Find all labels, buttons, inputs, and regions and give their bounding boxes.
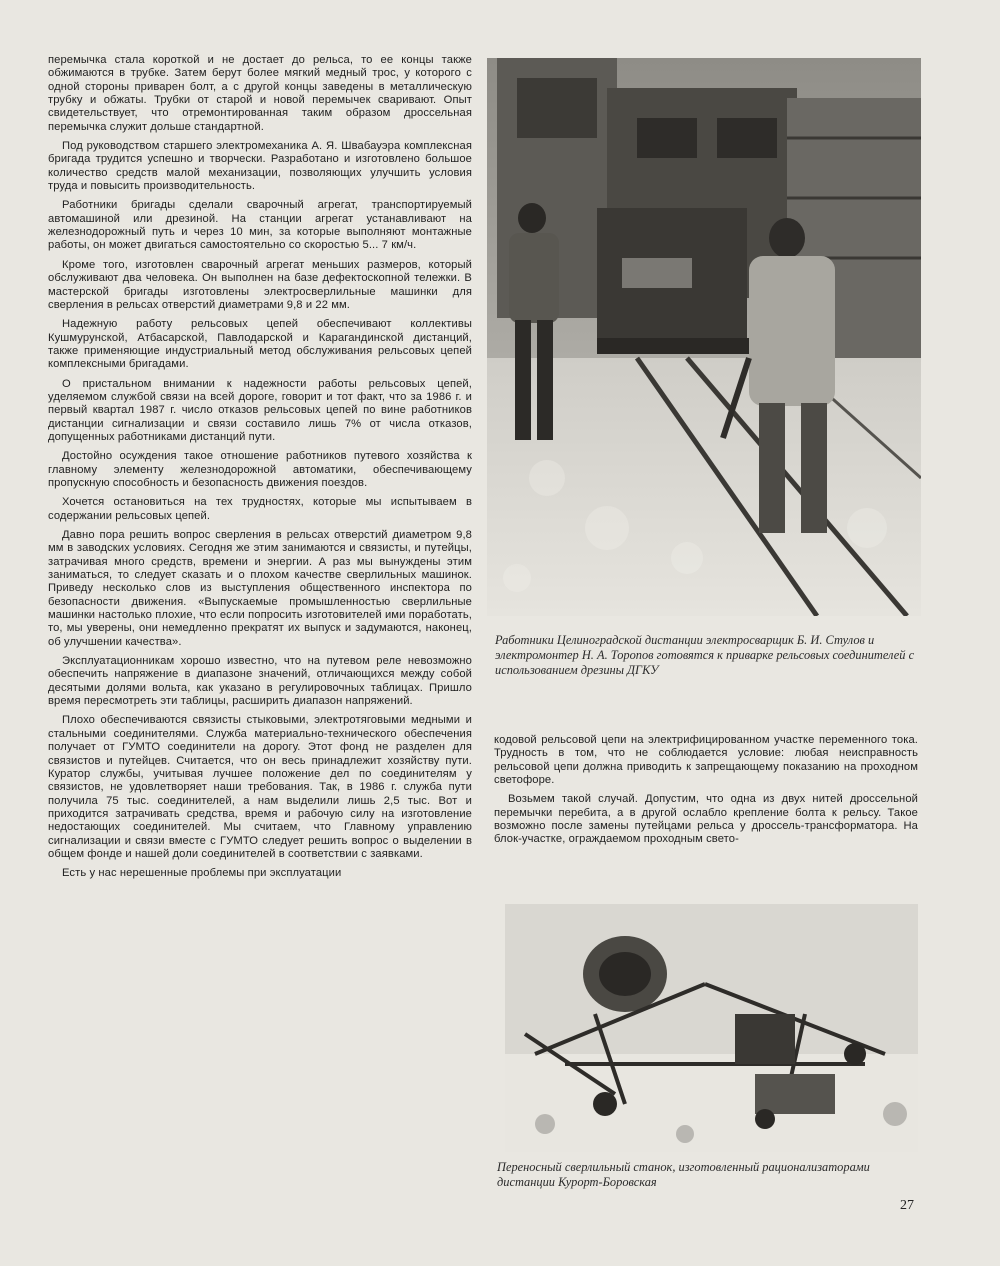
paragraph: Эксплуатационникам хорошо известно, что на путевом реле невозможно обеспечить напряжение в диапазоне значений, отличающихся между собой десятыми долями вольта, как указано в регулировочных таблицах. Пришло время пересмотреть эти таблицы, расширить диапазон напряжений. [48, 655, 472, 708]
paragraph: Давно пора решить вопрос сверления в рельсах отверстий диаметром 9,8 мм в заводских условиях. Сегодня же этим занимаются и связисты, и путейцы, затрачивая много средств, времени и энергии. А раз мы вынуждены этим заниматься, то следует сказать и о плохом качестве сверлильных машинок. Приведу несколько слов из выступления общественного инспектора по безопасности движения. «Выпускаемые промышленностью сверлильные машинки настолько плохие, что если попросить изготовителей ими поработать, то, мы уверены, они немедленно прекратят их выпуск и задумаются, наконец, об улучшении качества». [48, 529, 472, 648]
paragraph: Надежную работу рельсовых цепей обеспечивают коллективы Кушмурунской, Атбасарской, Павлодарской и Карагандинской дистанций, также применяющие индустриальный метод обслуживания рельсовых цепей комплексными бригадами. [48, 318, 472, 371]
paragraph: Работники бригады сделали сварочный агрегат, транспортируемый автомашиной или дрезиной. На станции агрегат устанавливают на железнодорожный путь и через 10 мин, за которые выполняют монтажные работы, он может двигаться самостоятельно со скоростью 5... 7 км/ч. [48, 199, 472, 252]
paragraph: Хочется остановиться на тех трудностях, которые мы испытываем в содержании рельсовых цепей. [48, 496, 472, 522]
page-number: 27 [900, 1198, 914, 1213]
paragraph: кодовой рельсовой цепи на электрифицированном участке переменного тока. Трудность в том, что не соблюдается условие: любая неисправность рельсовой цепи должна приводить к запрещающему показанию на проходном светофоре. [494, 734, 918, 787]
paragraph: Кроме того, изготовлен сварочный агрегат меньших размеров, который обслуживают два человека. Он выполнен на базе дефектоскопной тележки. В мастерской бригады изготовлены электросверлильные машинки для сверления в рельсах отверстий диаметрами 9,8 и 22 мм. [48, 258, 472, 311]
photo-caption-workers: Работники Целиноградской дистанции электросварщик Б. И. Стулов и электромонтер Н. А. Торопов готовятся к приварке рельсовых соединителей с использованием дрезины ДГКУ [495, 633, 915, 677]
paragraph: Есть у нас нерешенные проблемы при эксплуатации [62, 867, 342, 880]
photo-drilling-machine [505, 904, 918, 1152]
paragraph: Достойно осуждения такое отношение работников путевого хозяйства к главному элементу железнодорожной автоматики, обеспечивающему пропускную способность и безопасность движения поездов. [48, 450, 472, 489]
photo-workers-on-track [487, 58, 921, 616]
right-text-column [494, 734, 918, 853]
paragraph: О пристальном внимании к надежности работы рельсовых цепей, уделяемом службой связи на всей дороге, говорит и тот факт, что за 1986 г. и первый квартал 1987 г. число отказов рельсовых цепей по вине работников дистанции сигнализации и связи составило лишь 7% от числа отказов, допущенных работниками дистанций пути. [48, 377, 472, 443]
paragraph: перемычка стала короткой и не достает до рельса, то ее концы также обжимаются в трубке. Затем берут более мягкий медный трос, у которого с одной стороны приварен болт, а с другой концы заведены в металлическую трубку и обжаты. Трубки от старой и новой перемычек сваривают. Опыт свидетельствует, что отремонтированная таким образом дроссельная перемычка служит дольше стандартной. [48, 54, 472, 133]
paragraph: Возьмем такой случай. Допустим, что одна из двух нитей дроссельной перемычки перебита, а в другой ослабло крепление болта к рельсу. Такое возможно после замены путейцами рельса у дроссель-трансформатора. На блок-участке, ограждаемом проходным свето- [494, 793, 918, 846]
photo-caption-drilling-machine: Переносный сверлильный станок, изготовленный рационализаторами дистанции Курорт-Боровская [497, 1160, 870, 1189]
paragraph: Под руководством старшего электромеханика А. Я. Швабауэра комплексная бригада трудится успешно и творчески. Разработано и изготовлено большое количество средств малой механизации, позволяющих улучшить условия труда и повысить производительность. [48, 140, 472, 193]
left-text-column [48, 54, 472, 887]
paragraph: Плохо обеспечиваются связисты стыковыми, электротяговыми медными и стальными соединителями. Служба материально-технического обеспечения получает от ГУМТО соединители на дорогу. Этот фонд не разделен для связистов и путейцев. Считается, что он весь принадлежит хозяйству пути. Куратор службы, учитывая лучшее положение дел по соединителям у связистов, не удовлетворяет наши требования. Так, в 1986 г. служба пути получила 75 тыс. соединителей, а нам выделили лишь 2,5 тыс. Вот и приходится затрачивать средства, время и рабочую силу на изготовление недостающих соединителей. Мы считаем, что Главному управлению сигнализации и связи вместе с ГУМТО следует решить вопрос о выделении в общем фонде и нашей доли соединителей в соответствии с заявками. [48, 714, 472, 860]
